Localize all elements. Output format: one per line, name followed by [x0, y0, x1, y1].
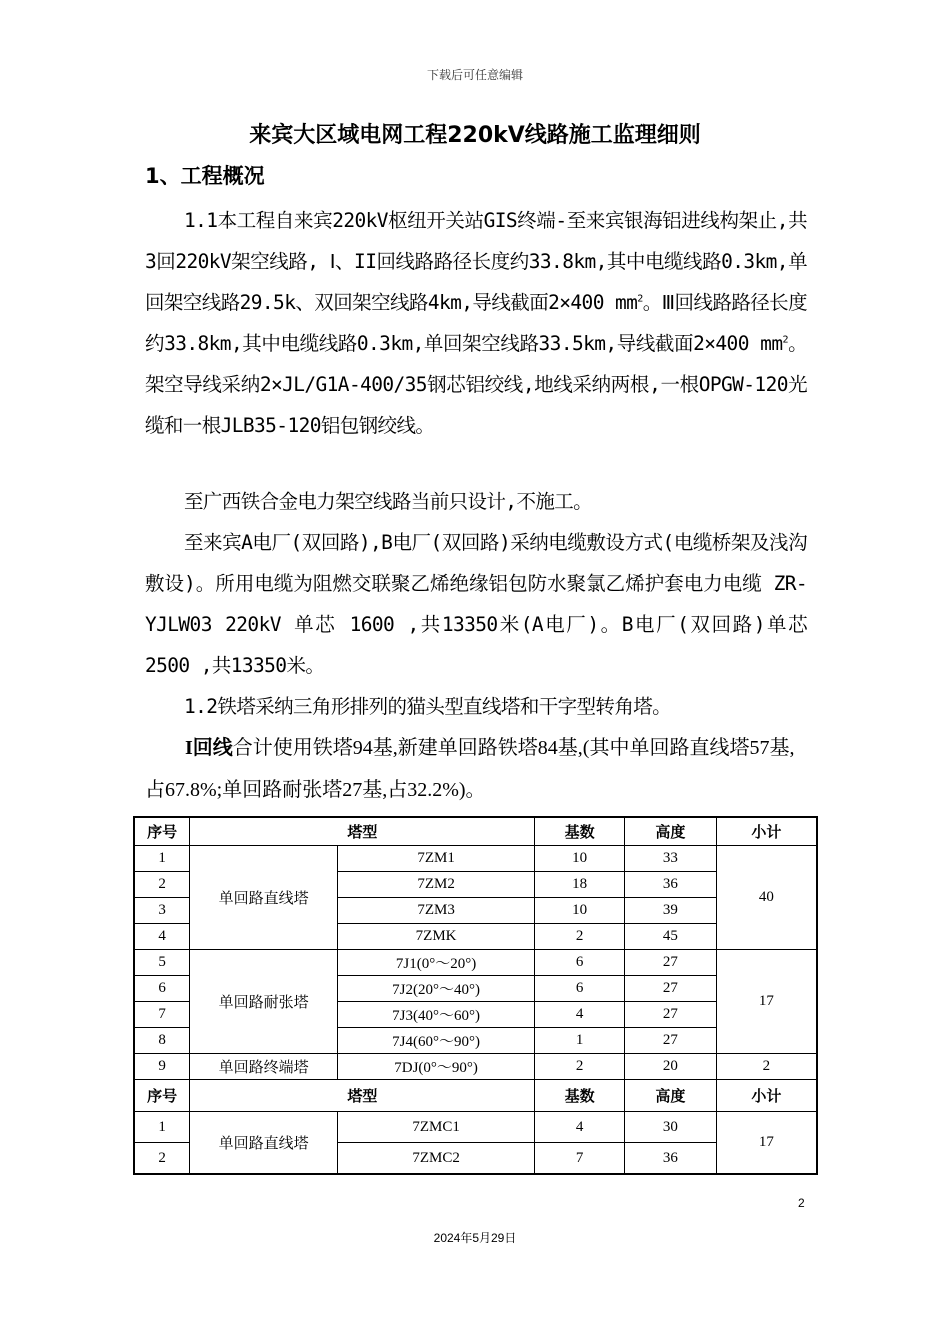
paragraph-3: [145, 522, 807, 686]
cell-no: 2: [134, 1143, 190, 1175]
header-subtotal: 小计: [716, 817, 817, 846]
cell-height: 36: [625, 872, 717, 898]
p1-sup-a: 2: [637, 293, 643, 305]
header-no: 序号: [134, 1080, 190, 1112]
cell-type: 7ZM2: [337, 872, 534, 898]
cell-height: 36: [625, 1143, 717, 1175]
p1-text-b: 。Ⅲ回线路路径长度约33.8km,其中电缆线路0.3km,单回架空线路33.5km,导线截面2×400 mm: [145, 291, 808, 355]
table-header-row-2: [134, 1080, 817, 1112]
header-type: 塔型: [190, 1080, 535, 1112]
header-no: 序号: [134, 817, 190, 846]
subtotal: 40: [716, 846, 817, 950]
header-type: 塔型: [190, 817, 535, 846]
p1-sup-b: 2: [782, 334, 788, 346]
p3-text: 至来宾A电厂(双回路),B电厂(双回路)采纳电缆敷设方式(电缆桥架及浅沟敷设)。所用电缆为阻燃交联聚乙烯绝缘铝包防水聚氯乙烯护套电力电缆 ZR-YJLW03 220kV 单芯 1600 ,共13350米(A电厂)。B电厂(双回路)单芯 2500 ,共13350米。: [145, 531, 807, 677]
table-row: [134, 846, 817, 872]
cell-no: 5: [134, 950, 190, 976]
cell-height: 27: [625, 1028, 717, 1054]
subtotal: 17: [716, 950, 817, 1054]
page-number: 2: [798, 1196, 805, 1210]
paragraph-2: [145, 481, 807, 522]
cell-count: 7: [535, 1143, 625, 1175]
cell-no: 8: [134, 1028, 190, 1054]
cell-no: 2: [134, 872, 190, 898]
cell-count: 18: [535, 872, 625, 898]
tower-table: [133, 816, 818, 1175]
cell-count: 10: [535, 846, 625, 872]
cell-type: 7DJ(0°～90°): [337, 1054, 534, 1080]
group-label: 单回路终端塔: [190, 1054, 338, 1080]
group-label: 单回路直线塔: [190, 846, 338, 950]
table-row: [134, 1112, 817, 1143]
subtotal: 17: [716, 1112, 817, 1175]
cell-no: 1: [134, 1112, 190, 1143]
header-subtotal: 小计: [716, 1080, 817, 1112]
document-title: 来宾大区域电网工程220kV线路施工监理细则: [249, 123, 701, 148]
section-heading: 1、工程概况: [145, 164, 265, 188]
cell-no: 1: [134, 846, 190, 872]
cell-height: 39: [625, 898, 717, 924]
p5-text: 合计使用铁塔94基,新建单回路铁塔84基,(其中单回路直线塔57基,占67.8%;单回路耐张塔27基,占32.2%)。: [145, 737, 795, 801]
paragraph-1: [145, 200, 807, 446]
p1-text-a: 1.1本工程自来宾220kV枢纽开关站GIS终端-至来宾银海铝进线构架止,共3回220kV架空线路, Ⅰ、II回线路路径长度约33.8km,其中电缆线路0.3km,单回架空线路29.5k、双回架空线路4km,导线截面2×400 mm: [145, 209, 807, 314]
cell-no: 6: [134, 976, 190, 1002]
subtotal: 2: [716, 1054, 817, 1080]
cell-count: 4: [535, 1112, 625, 1143]
header-height: 高度: [625, 1080, 717, 1112]
cell-height: 20: [625, 1054, 717, 1080]
cell-count: 6: [535, 950, 625, 976]
p5-bold: I回线: [185, 737, 233, 759]
cell-height: 45: [625, 924, 717, 950]
cell-type: 7J4(60°～90°): [337, 1028, 534, 1054]
cell-type: 7ZMK: [337, 924, 534, 950]
p1-text-c: 。架空导线采纳2×JL/G1A-400/35钢芯铝绞线,地线采纳两根,一根OPGW-120光缆和一根JLB35-120铝包钢绞线。: [145, 332, 807, 437]
cell-height: 27: [625, 950, 717, 976]
cell-type: 7J2(20°～40°): [337, 976, 534, 1002]
cell-count: 1: [535, 1028, 625, 1054]
p4-text: 1.2铁塔采纳三角形排列的猫头型直线塔和干字型转角塔。: [184, 695, 672, 718]
cell-height: 27: [625, 976, 717, 1002]
cell-height: 33: [625, 846, 717, 872]
cell-type: 7ZMC1: [337, 1112, 534, 1143]
header-height: 高度: [625, 817, 717, 846]
group-label: 单回路耐张塔: [190, 950, 338, 1054]
cell-count: 6: [535, 976, 625, 1002]
cell-type: 7ZMC2: [337, 1143, 534, 1175]
header-note: 下载后可任意编辑: [426, 68, 523, 82]
table-header-row: [134, 817, 817, 846]
p2-text: 至广西铁合金电力架空线路当前只设计,不施工。: [184, 490, 593, 513]
table-row: [134, 1054, 817, 1080]
cell-count: 10: [535, 898, 625, 924]
table-row: [134, 950, 817, 976]
footer-date: 2024年5月29日: [433, 1231, 517, 1245]
cell-type: 7J1(0°～20°): [337, 950, 534, 976]
header-count: 基数: [535, 817, 625, 846]
cell-count: 2: [535, 924, 625, 950]
cell-no: 9: [134, 1054, 190, 1080]
cell-height: 30: [625, 1112, 717, 1143]
cell-type: 7ZM1: [337, 846, 534, 872]
cell-no: 4: [134, 924, 190, 950]
cell-height: 27: [625, 1002, 717, 1028]
group-label: 单回路直线塔: [190, 1112, 338, 1175]
cell-no: 3: [134, 898, 190, 924]
cell-count: 4: [535, 1002, 625, 1028]
cell-type: 7J3(40°～60°): [337, 1002, 534, 1028]
cell-no: 7: [134, 1002, 190, 1028]
paragraph-4: [145, 686, 807, 727]
cell-count: 2: [535, 1054, 625, 1080]
header-count: 基数: [535, 1080, 625, 1112]
paragraph-5: [145, 727, 807, 811]
cell-type: 7ZM3: [337, 898, 534, 924]
